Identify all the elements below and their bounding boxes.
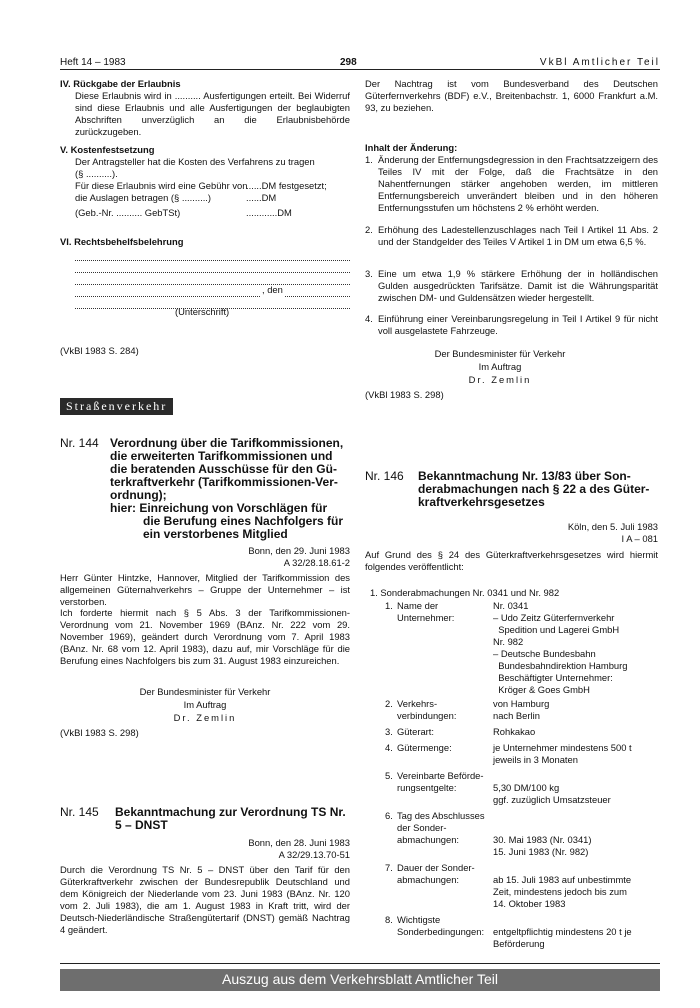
notice-title-145-line1: Bekanntmachung zur Verordnung TS Nr. (115, 805, 346, 819)
row-label: Güterart: (397, 726, 434, 737)
row-value: nach Berlin (493, 710, 540, 721)
list-item: Einführung einer Vereinbarungsregelung in Teil I Artikel 9 für nicht voll ausgelastete Fahrzeuge. (378, 313, 658, 336)
row-value: Zeit, mindestens jedoch bis zum (493, 886, 627, 897)
row-label: Sonderbedingungen: (397, 926, 485, 937)
row-label: verbindungen: (397, 710, 457, 721)
row-value: Kröger & Goes GmbH (493, 684, 590, 695)
row-value: – Udo Zeitz Güterfernverkehr (493, 612, 615, 623)
dotted-line (75, 251, 350, 261)
section-v-line3a: Für diese Erlaubnis wird eine Gebühr von (75, 180, 248, 191)
row-value: Rohkakao (493, 726, 536, 737)
row-label: Unternehmer: (397, 612, 455, 623)
row-number: 8. (385, 914, 393, 925)
notice-title-146-line1: Bekanntmachung Nr. 13/83 über Son- (418, 469, 631, 483)
dotted-line (75, 287, 260, 297)
notice-title-144-line7: die Berufung eines Nachfolgers für (143, 514, 344, 528)
notice-145-place-date: Bonn, den 28. Juni 1983 (248, 837, 350, 848)
section-v-title: V. Kostenfestsetzung (60, 144, 155, 155)
signature-label: (Unterschrift) (175, 306, 230, 317)
notice-title-144-line1: Verordnung über die Tarifkommissionen, (110, 436, 344, 450)
notice-title-146-line3: kraftverkehrsgesetzes (418, 495, 545, 509)
notice-title-144-line6: hier: Einreichung von Vorschlägen für (110, 501, 328, 515)
signature-name: Dr. Zemlin (173, 712, 237, 723)
row-value: von Hamburg (493, 698, 550, 709)
den-label: , den (262, 284, 283, 295)
notice-145-reference: A 32/29.13.70-51 (278, 849, 350, 860)
notice-144-paragraph1: Herr Günter Hintzke, Hannover, Mitglied der Tarifkommission des allgemeinen Güternahverkehrs – Gruppe der Unternehmer – ist verstorben. (60, 572, 350, 607)
list-number: 3. (365, 268, 373, 279)
reference-note: (VkBl 1983 S. 298) (365, 389, 444, 400)
header-issue: Heft 14 – 1983 (60, 57, 126, 68)
list-number: 4. (365, 313, 373, 324)
nachtrag-paragraph: Der Nachtrag ist vom Bundesverband des Deutschen Güterfernverkehrs (BDF) e.V., Breitenbachstr. 1, 6000 Frankfurt a.M. 93, zu beziehen. (365, 78, 658, 113)
row-label: Name der (397, 600, 439, 611)
dotted-line (75, 275, 350, 285)
reference-note: (VkBl 1983 S. 284) (60, 345, 139, 356)
row-value: jeweils in 3 Monaten (493, 754, 578, 765)
signature-authority: Der Bundesminister für Verkehr (434, 348, 566, 359)
signature-name: Dr. Zemlin (468, 374, 532, 385)
section-iv-text: Diese Erlaubnis wird in .......... Ausfertigungen erteilt. Bei Widerruf sind diese Erlaubnis und alle Ausfertigungen der beglaubigten Abschriften unverzüglich an die Erlaubnisbehörde zurückzugeben. (75, 90, 350, 137)
notice-number-144: Nr. 144 (60, 436, 99, 450)
row-value: ggf. zuzüglich Umsatzsteuer (493, 794, 611, 805)
section-v-line1: Der Antragsteller hat die Kosten des Verfahrens zu tragen (75, 156, 315, 167)
header-title: VkBl Amtlicher Teil (539, 57, 660, 68)
notice-title-144-line4: terkraftverkehr (Tarifkommissionen-Ver- (110, 475, 338, 489)
list-number: 1. (365, 154, 373, 165)
notice-146-place-date: Köln, den 5. Juli 1983 (567, 521, 658, 532)
row-number: 6. (385, 810, 393, 821)
row-value: 15. Juni 1983 (Nr. 982) (493, 846, 589, 857)
section-v-line3b: ......DM festgesetzt; (246, 180, 327, 191)
notice-title-144-line3: die beratenden Ausschüsse für den Gü- (110, 462, 337, 476)
row-label: der Sonder- (397, 822, 447, 833)
section-vi-title: VI. Rechtsbehelfsbelehrung (60, 236, 184, 247)
row-value: Bundesbahndirektion Hamburg (493, 660, 628, 671)
row-value: je Unternehmer mindestens 500 t (493, 742, 632, 753)
notice-number-146: Nr. 146 (365, 469, 404, 483)
row-value: Beschäftigter Unternehmer: (493, 672, 613, 683)
signature-authority: Der Bundesminister für Verkehr (139, 686, 271, 697)
row-label: Wichtigste (397, 914, 441, 925)
inhalt-title: Inhalt der Änderung: (365, 142, 458, 153)
section-v-line4b: ......DM (246, 192, 277, 203)
section-iv-title: IV. Rückgabe der Erlaubnis (60, 78, 181, 89)
dotted-line (75, 263, 350, 273)
notice-146-reference: I A – 081 (621, 533, 658, 544)
row-value: Nr. 982 (493, 636, 524, 647)
section-heading-strassenverkehr: Straßenverkehr (60, 398, 173, 415)
notice-144-reference: A 32/28.18.61-2 (283, 557, 350, 568)
row-label: abmachungen: (397, 874, 460, 885)
row-label: Verkehrs- (397, 698, 438, 709)
row-number: 1. (385, 600, 393, 611)
row-value: 14. Oktober 1983 (493, 898, 566, 909)
row-value: 5,30 DM/100 kg (493, 782, 560, 793)
section-v-line2: (§ ..........). (75, 168, 118, 179)
section-v-line4a: die Auslagen betragen (§ ..........) (75, 192, 212, 203)
row-number: 3. (385, 726, 393, 737)
section-v-line5b: ............DM (246, 207, 292, 218)
list-number: 2. (365, 224, 373, 235)
signature-order: Im Auftrag (183, 699, 227, 710)
dotted-line (285, 287, 350, 297)
row-label: Tag des Abschlusses (397, 810, 485, 821)
row-number: 2. (385, 698, 393, 709)
row-value: Beförderung (493, 938, 545, 949)
row-value: Spedition und Lagerei GmbH (493, 624, 620, 635)
row-label: abmachungen: (397, 834, 460, 845)
row-value: ab 15. Juli 1983 auf unbestimmte (493, 874, 632, 885)
reference-note: (VkBl 1983 S. 298) (60, 727, 139, 738)
notice-144-place-date: Bonn, den 29. Juni 1983 (248, 545, 350, 556)
notice-title-144-line8: ein verstorbenes Mitglied (143, 527, 288, 541)
section-v-line5a: (Geb.-Nr. .......... GebTSt) (75, 207, 181, 218)
row-value: – Deutsche Bundesbahn (493, 648, 596, 659)
page-number: 298 (340, 57, 357, 68)
row-value: 30. Mai 1983 (Nr. 0341) (493, 834, 592, 845)
row-value: Nr. 0341 (493, 600, 529, 611)
signature-order: Im Auftrag (478, 361, 522, 372)
row-label: Dauer der Sonder- (397, 862, 475, 873)
footer-banner: Auszug aus dem Verkehrsblatt Amtlicher Teil (60, 969, 660, 991)
notice-146-intro: Auf Grund des § 24 des Güterkraftverkehrsgesetzes wird hiermit folgendes veröffentlicht: (365, 549, 658, 572)
notice-title-146-line2: derabmachungen nach § 22 a des Güter- (418, 482, 650, 496)
notice-title-144-line2: die erweiterten Tarifkommissionen und (110, 449, 333, 463)
row-number: 5. (385, 770, 393, 781)
notice-title-145-line2: 5 – DNST (115, 818, 168, 832)
notice-145-paragraph: Durch die Verordnung TS Nr. 5 – DNST über den Tarif für den Güterkraftverkehr zwischen der Bundesrepublik Deutschland und dem Königreich der Niederlande vom 23. Juni 1983 (BAnz. Nr. 120 vom 2. Juli 1983), die am 1. August 1983 in Kraft tritt, wird der Deutsch-Niederländische Straßengütertarif (DNST) gemäß Nachtrag 4 geändert. (60, 864, 350, 935)
notice-146-item1: 1. Sonderabmachungen Nr. 0341 und Nr. 982 (370, 587, 560, 598)
list-item: Eine um etwa 1,9 % stärkere Erhöhung der in holländischen Gulden ausgedrückten Tarifsätze. Damit ist die Währungsparität zwischen DM- und Guldensätzen wieder hergestellt. (378, 268, 658, 303)
row-number: 4. (385, 742, 393, 753)
row-label: Gütermenge: (397, 742, 452, 753)
row-label: Vereinbarte Beförde- (397, 770, 484, 781)
notice-144-paragraph2: Ich forderte hiermit nach § 5 Abs. 3 der Tarifkommissionen-Verordnung vom 21. November 1969 (BAnz. Nr. 222 vom 29. November 1969), geändert durch Verordnung vom 7. April 1983 (BAnz. Nr. 68 vom 12. April 1983), dazu auf, mir Vorschläge für die Berufung eines Nachfolgers bis zum 31. August 1983 einzureichen. (60, 607, 350, 666)
list-item: Erhöhung des Ladestellenzuschlages nach Teil I Artikel 11 Abs. 2 und der Standgelder des Teiles V Artikel 1 in DM um etwa 6,5 %. (378, 224, 658, 247)
header-rule (60, 69, 660, 70)
row-value: entgeltpflichtig mindestens 20 t je (493, 926, 632, 937)
row-number: 7. (385, 862, 393, 873)
notice-number-145: Nr. 145 (60, 805, 99, 819)
footer-rule (60, 963, 660, 964)
row-label: rungsentgelte: (397, 782, 457, 793)
list-item: Änderung der Entfernungsdegression in den Frachtsatzzeigern des Teiles IV mit der Folge, daß die Frachtsätze in den Nahentfernungen stärker angehoben werden, im mittleren Entfernungsbereich unverändert bleiben und in den höheren Entfernungsstufen um höchstens 2 % erhöht werden. (378, 154, 658, 213)
notice-title-144-line5: ordnung); (110, 488, 167, 502)
